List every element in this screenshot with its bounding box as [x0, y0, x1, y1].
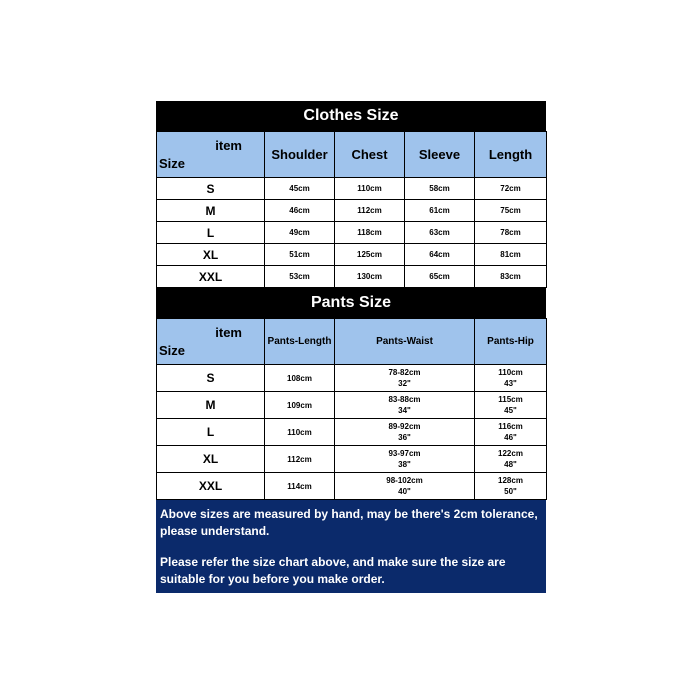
- shoulder-cell: 46cm: [265, 200, 335, 222]
- shoulder-cell: 45cm: [265, 178, 335, 200]
- size-cell: L: [157, 222, 265, 244]
- table-row: [157, 178, 547, 200]
- corner-item-label: item: [215, 138, 242, 153]
- table-row: [157, 266, 547, 288]
- sleeve-cell: 63cm: [405, 222, 475, 244]
- sleeve-cell: 61cm: [405, 200, 475, 222]
- size-cell: L: [157, 419, 265, 446]
- pants-waist-cell: [335, 365, 475, 392]
- sleeve-cell: 64cm: [405, 244, 475, 266]
- chest-cell: 110cm: [335, 178, 405, 200]
- table-row: [157, 222, 547, 244]
- header-pants-length: Pants-Length: [265, 319, 335, 365]
- waist-inch: 34": [398, 406, 411, 415]
- hip-cm: 110cm: [498, 368, 523, 377]
- pants-hip-cell: [475, 392, 547, 419]
- pants-size-title: Pants Size: [156, 288, 546, 318]
- shoulder-cell: 53cm: [265, 266, 335, 288]
- pants-length-cell: 112cm: [265, 446, 335, 473]
- size-cell: XXL: [157, 266, 265, 288]
- corner-size-label: Size: [159, 343, 186, 358]
- chest-cell: 125cm: [335, 244, 405, 266]
- chest-cell: 118cm: [335, 222, 405, 244]
- size-cell: S: [157, 178, 265, 200]
- waist-inch: 32": [398, 379, 411, 388]
- pants-hip-cell: [475, 365, 547, 392]
- corner-cell: [157, 319, 265, 365]
- table-row: [157, 365, 547, 392]
- pants-header-row: [157, 319, 547, 365]
- size-cell: M: [157, 392, 265, 419]
- shoulder-cell: 49cm: [265, 222, 335, 244]
- length-cell: 72cm: [475, 178, 547, 200]
- hip-inch: 48": [504, 460, 517, 469]
- waist-inch: 40": [398, 487, 411, 496]
- pants-waist-cell: [335, 473, 475, 500]
- waist-inch: 38": [398, 460, 411, 469]
- pants-length-cell: 110cm: [265, 419, 335, 446]
- pants-length-cell: 108cm: [265, 365, 335, 392]
- waist-cm: 93-97cm: [388, 449, 421, 458]
- waist-inch: 36": [398, 433, 411, 442]
- hip-inch: 46": [504, 433, 517, 442]
- waist-cm: 83-88cm: [388, 395, 421, 404]
- header-sleeve: Sleeve: [405, 132, 475, 178]
- tolerance-note: Above sizes are measured by hand, may be there's 2cm tolerance, please understand.: [160, 507, 538, 538]
- header-pants-waist: Pants-Waist: [335, 319, 475, 365]
- corner-item-label: item: [215, 325, 242, 340]
- size-chart: [156, 101, 546, 593]
- table-row: [157, 446, 547, 473]
- size-cell: XL: [157, 446, 265, 473]
- waist-cm: 78-82cm: [388, 368, 421, 377]
- size-cell: XL: [157, 244, 265, 266]
- header-shoulder: Shoulder: [265, 132, 335, 178]
- size-cell: S: [157, 365, 265, 392]
- waist-cm: 98-102cm: [386, 476, 423, 485]
- table-row: [157, 473, 547, 500]
- length-cell: 75cm: [475, 200, 547, 222]
- pants-size-table: [156, 318, 547, 500]
- corner-size-label: Size: [159, 156, 186, 171]
- clothes-header-row: [157, 132, 547, 178]
- hip-inch: 43": [504, 379, 517, 388]
- table-row: [157, 419, 547, 446]
- pants-waist-cell: [335, 419, 475, 446]
- measurement-notes: [156, 500, 546, 593]
- length-cell: 81cm: [475, 244, 547, 266]
- sleeve-cell: 58cm: [405, 178, 475, 200]
- waist-cm: 89-92cm: [388, 422, 421, 431]
- hip-cm: 115cm: [498, 395, 523, 404]
- header-pants-hip: Pants-Hip: [475, 319, 547, 365]
- length-cell: 83cm: [475, 266, 547, 288]
- corner-cell: [157, 132, 265, 178]
- pants-waist-cell: [335, 392, 475, 419]
- size-cell: XXL: [157, 473, 265, 500]
- shoulder-cell: 51cm: [265, 244, 335, 266]
- chest-cell: 112cm: [335, 200, 405, 222]
- table-row: [157, 200, 547, 222]
- header-chest: Chest: [335, 132, 405, 178]
- clothes-size-title: Clothes Size: [156, 101, 546, 131]
- hip-cm: 128cm: [498, 476, 523, 485]
- pants-hip-cell: [475, 446, 547, 473]
- length-cell: 78cm: [475, 222, 547, 244]
- table-row: [157, 392, 547, 419]
- hip-inch: 50": [504, 487, 517, 496]
- hip-inch: 45": [504, 406, 517, 415]
- pants-length-cell: 114cm: [265, 473, 335, 500]
- hip-cm: 116cm: [498, 422, 523, 431]
- pants-waist-cell: [335, 446, 475, 473]
- hip-cm: 122cm: [498, 449, 523, 458]
- pants-length-cell: 109cm: [265, 392, 335, 419]
- size-advice-note: Please refer the size chart above, and make sure the size are suitable for you before you make order.: [160, 555, 506, 586]
- header-length: Length: [475, 132, 547, 178]
- size-cell: M: [157, 200, 265, 222]
- chest-cell: 130cm: [335, 266, 405, 288]
- pants-hip-cell: [475, 419, 547, 446]
- clothes-size-table: [156, 131, 547, 288]
- table-row: [157, 244, 547, 266]
- sleeve-cell: 65cm: [405, 266, 475, 288]
- pants-hip-cell: [475, 473, 547, 500]
